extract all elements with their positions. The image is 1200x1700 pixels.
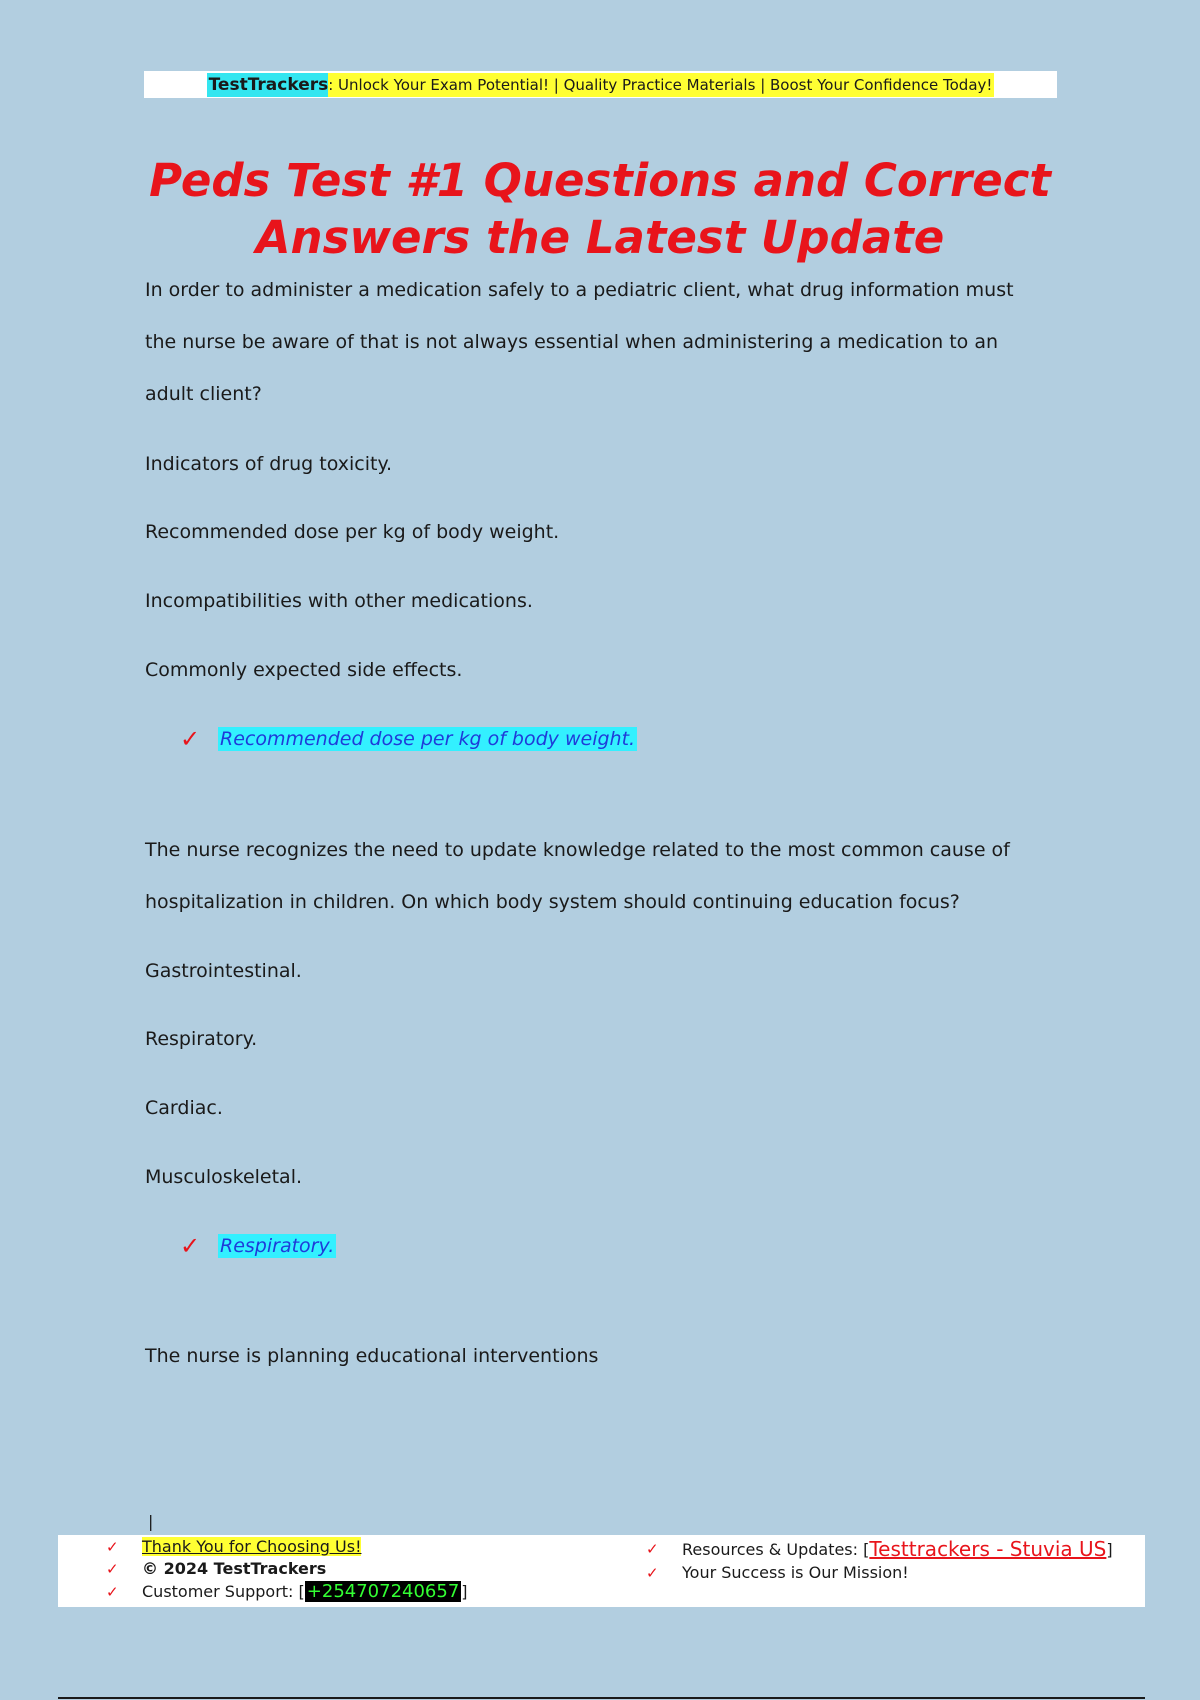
question-1-answer xyxy=(180,725,637,753)
question-3-text: The nurse is planning educational interventions xyxy=(145,1345,599,1367)
copyright-text: © 2024 TestTrackers xyxy=(142,1559,327,1578)
header-banner xyxy=(144,71,1057,98)
check-mark-icon: ✓ xyxy=(180,1232,201,1260)
bottom-divider xyxy=(58,1697,1145,1699)
question-2-answer xyxy=(180,1232,336,1260)
resources-link[interactable]: Testtrackers - Stuvia US xyxy=(869,1537,1107,1561)
mission-text: Your Success is Our Mission! xyxy=(682,1563,909,1582)
support-close: ] xyxy=(461,1582,468,1601)
footer-copyright xyxy=(106,1559,326,1578)
footer-thanks xyxy=(106,1537,361,1556)
question-1-option-2: Recommended dose per kg of body weight. xyxy=(145,521,560,543)
question-2-option-1: Gastrointestinal. xyxy=(145,960,302,982)
check-mark-icon: ✓ xyxy=(106,1559,119,1578)
support-label: Customer Support: [ xyxy=(142,1582,305,1601)
check-mark-icon: ✓ xyxy=(180,725,201,753)
question-1-option-3: Incompatibilities with other medications. xyxy=(145,590,533,612)
header-tagline: : Unlock Your Exam Potential! | Quality Practice Materials | Boost Your Confidence Today! xyxy=(328,73,994,97)
support-phone[interactable]: +254707240657 xyxy=(306,1581,460,1602)
footer-support xyxy=(106,1581,468,1602)
footer-resources xyxy=(646,1537,1113,1561)
question-1-answer-text: Recommended dose per kg of body weight. xyxy=(220,728,636,750)
question-1-option-1: Indicators of drug toxicity. xyxy=(145,453,393,475)
check-mark-icon: ✓ xyxy=(106,1582,119,1601)
check-mark-icon: ✓ xyxy=(646,1563,659,1582)
resources-label: Resources & Updates: [ xyxy=(682,1539,870,1559)
text-cursor: | xyxy=(148,1512,154,1531)
question-1-text: In order to administer a medication safely to a pediatric client, what drug information must the nurse be aware of that is not always essential when administering a medication to an adult client? xyxy=(145,279,1014,405)
question-2-answer-text: Respiratory. xyxy=(220,1235,335,1257)
question-2-option-4: Musculoskeletal. xyxy=(145,1166,303,1188)
footer-mission xyxy=(646,1563,909,1582)
resources-close: ] xyxy=(1106,1539,1113,1559)
check-mark-icon: ✓ xyxy=(106,1537,119,1556)
page-title: Peds Test #1 Questions and Correct Answers the Latest Update xyxy=(149,154,1051,264)
question-2-text: The nurse recognizes the need to update knowledge related to the most common cause of hospitalization in children. On which body system should continuing education focus? xyxy=(145,839,1010,913)
check-mark-icon: ✓ xyxy=(646,1540,659,1558)
question-2-option-2: Respiratory. xyxy=(145,1028,258,1050)
question-2-option-3: Cardiac. xyxy=(145,1097,223,1119)
question-1-option-4: Commonly expected side effects. xyxy=(145,659,463,681)
thanks-text: Thank You for Choosing Us! xyxy=(142,1537,362,1556)
footer xyxy=(58,1535,1145,1607)
brand-name: TestTrackers xyxy=(208,74,329,95)
